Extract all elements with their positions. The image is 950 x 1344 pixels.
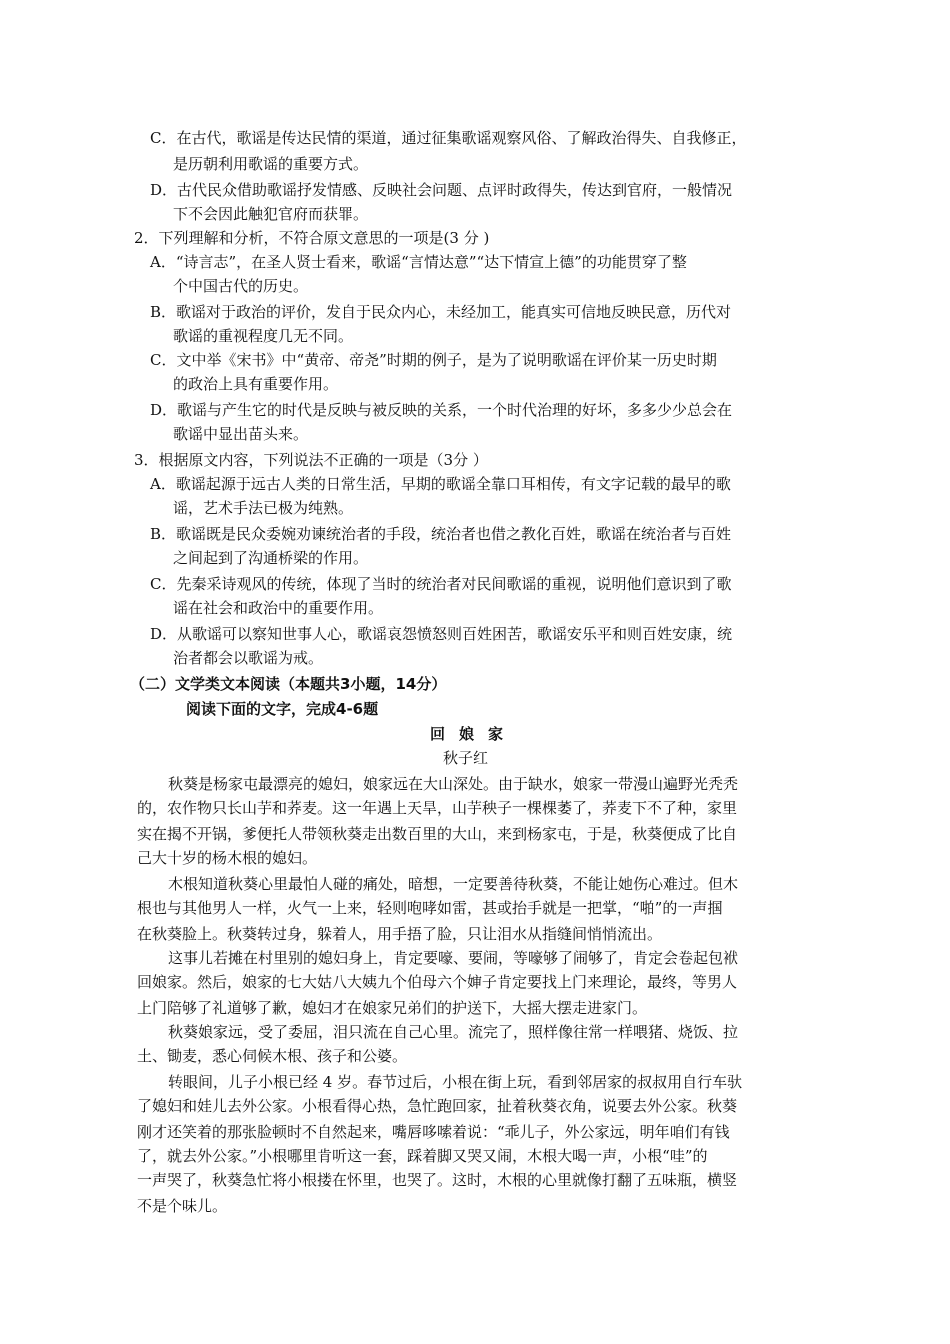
story-p3-line2: 回娘家。然后，娘家的七大姑八大姨九个伯母六个婶子肯定要找上门来理论，最终，等男人 xyxy=(137,973,738,991)
q3-option-c-line1: C．先秦采诗观风的传统，体现了当时的统治者对民间歌谣的重视，说明他们意识到了歌 xyxy=(150,575,732,593)
story-p2-line3: 在秋葵脸上。秋葵转过身，躲着人，用手捂了脸，只让泪水从指缝间悄悄流出。 xyxy=(137,925,663,943)
q2-option-d-line2: 歌谣中显出苗头来。 xyxy=(173,425,309,443)
q3-option-a-line1: A．歌谣起源于远古人类的日常生活，早期的歌谣全靠口耳相传，有文字记载的最早的歌 xyxy=(150,475,731,493)
story-p1-line4: 己大十岁的杨木根的媳妇。 xyxy=(137,849,318,867)
q3-option-d-line2: 治者都会以歌谣为戒。 xyxy=(173,649,324,667)
q3-option-b-line2: 之间起到了沟通桥梁的作用。 xyxy=(173,549,369,567)
story-p4-line1: 秋葵娘家远，受了委屈，泪只流在自己心里。流完了，照样像往常一样喂猪、烧饭、拉 xyxy=(168,1023,739,1041)
q3-option-d-line1: D．从歌谣可以察知世事人心，歌谣哀怨愤怒则百姓困苦，歌谣安乐平和则百姓安康，统 xyxy=(150,625,733,643)
story-p2-line2: 根也与其他男人一样，火气一上来，轻则咆哮如雷，甚或抬手就是一把掌，“啪”的一声掴 xyxy=(137,899,723,917)
story-p5-line1: 转眼间，儿子小根已经 4 岁。春节过后，小根在街上玩，看到邻居家的叔叔用自行车驮 xyxy=(168,1073,743,1091)
q2-option-b-line1: B．歌谣对于政治的评价，发自于民众内心，未经加工，能真实可信地反映民意，历代对 xyxy=(150,303,732,321)
q2-option-a-line1: A．“诗言志”，在圣人贤士看来，歌谣“言情达意”“达下情宣上德”的功能贯穿了整 xyxy=(150,253,687,271)
q2-option-c-line2: 的政治上具有重要作用。 xyxy=(173,375,339,393)
q3-option-b-line1: B．歌谣既是民众委婉劝谏统治者的手段，统治者也借之教化百姓，歌谣在统治者与百姓 xyxy=(150,525,732,543)
story-p5-line4: 了，就去外公家。”小根哪里肯听这一套，踩着脚又哭又闹，木根大喝一声，小根“哇”的 xyxy=(137,1147,708,1165)
section-instruction: 阅读下面的文字，完成4-6题 xyxy=(186,700,379,718)
q1-option-d-line2: 下不会因此触犯官府而获罪。 xyxy=(173,205,369,223)
q2-option-d-line1: D．歌谣与产生它的时代是反映与被反映的关系，一个时代治理的好坏，多多少少总会在 xyxy=(150,401,733,419)
q1-option-c-line1: C．在古代，歌谣是传达民情的渠道，通过征集歌谣观察风俗、了解政治得失、自我修正， xyxy=(150,129,747,147)
q2-stem: 2．下列理解和分析，不符合原文意思的一项是(3 分 ) xyxy=(134,229,490,247)
story-p1-line1: 秋葵是杨家屯最漂亮的媳妇，娘家远在大山深处。由于缺水，娘家一带漫山遍野光秃秃 xyxy=(168,775,739,793)
story-author: 秋子红 xyxy=(443,749,489,767)
story-p1-line3: 实在揭不开锅，爹便托人带领秋葵走出数百里的大山，来到杨家屯，于是，秋葵便成了比自 xyxy=(137,825,738,843)
story-p2-line1: 木根知道秋葵心里最怕人碰的痛处，暗想，一定要善待秋葵，不能让她伤心难过。但木 xyxy=(168,875,739,893)
story-p3-line1: 这事儿若摊在村里别的媳妇身上，肯定要嚎、要闹，等嚎够了闹够了，肯定会卷起包袱 xyxy=(168,949,739,967)
story-p5-line6: 不是个味儿。 xyxy=(137,1197,228,1215)
q2-option-c-line1: C．文中举《宋书》中“黄帝、帝尧”时期的例子，是为了说明歌谣在评价某一历史时期 xyxy=(150,351,717,369)
q3-stem: 3．根据原文内容，下列说法不正确的一项是（3分 ） xyxy=(134,451,488,469)
q1-option-d-line1: D．古代民众借助歌谣抒发情感、反映社会问题、点评时政得失，传达到官府，一般情况 xyxy=(150,181,733,199)
q2-option-b-line2: 歌谣的重视程度几无不同。 xyxy=(173,327,354,345)
q3-option-c-line2: 谣在社会和政治中的重要作用。 xyxy=(173,599,384,617)
story-p4-line2: 土、锄麦，悉心伺候木根、孩子和公婆。 xyxy=(137,1047,408,1065)
story-p5-line5: 一声哭了，秋葵急忙将小根搂在怀里，也哭了。这时，木根的心里就像打翻了五味瓶，横竖 xyxy=(137,1171,738,1189)
story-p5-line2: 了媳妇和娃儿去外公家。小根看得心热，急忙跑回家，扯着秋葵衣角，说要去外公家。秋葵 xyxy=(137,1097,738,1115)
story-title: 回娘家 xyxy=(430,725,518,743)
story-p3-line3: 上门陪够了礼道够了歉，媳妇才在娘家兄弟们的护送下，大摇大摆走进家门。 xyxy=(137,999,648,1017)
section-heading: （二）文学类文本阅读（本题共3小题，14分） xyxy=(130,675,447,693)
q2-option-a-line2: 个中国古代的历史。 xyxy=(173,277,309,295)
story-p5-line3: 刚才还笑着的那张脸顿时不自然起来，嘴唇哆嗦着说：“乖儿子，外公家远，明年咱们有钱 xyxy=(137,1123,730,1141)
story-p1-line2: 的，农作物只长山芋和荞麦。这一年遇上天旱，山芋秧子一棵棵萎了，荞麦下不了种，家里 xyxy=(137,799,738,817)
q3-option-a-line2: 谣，艺术手法已极为纯熟。 xyxy=(173,499,354,517)
q1-option-c-line2: 是历朝利用歌谣的重要方式。 xyxy=(173,155,369,173)
